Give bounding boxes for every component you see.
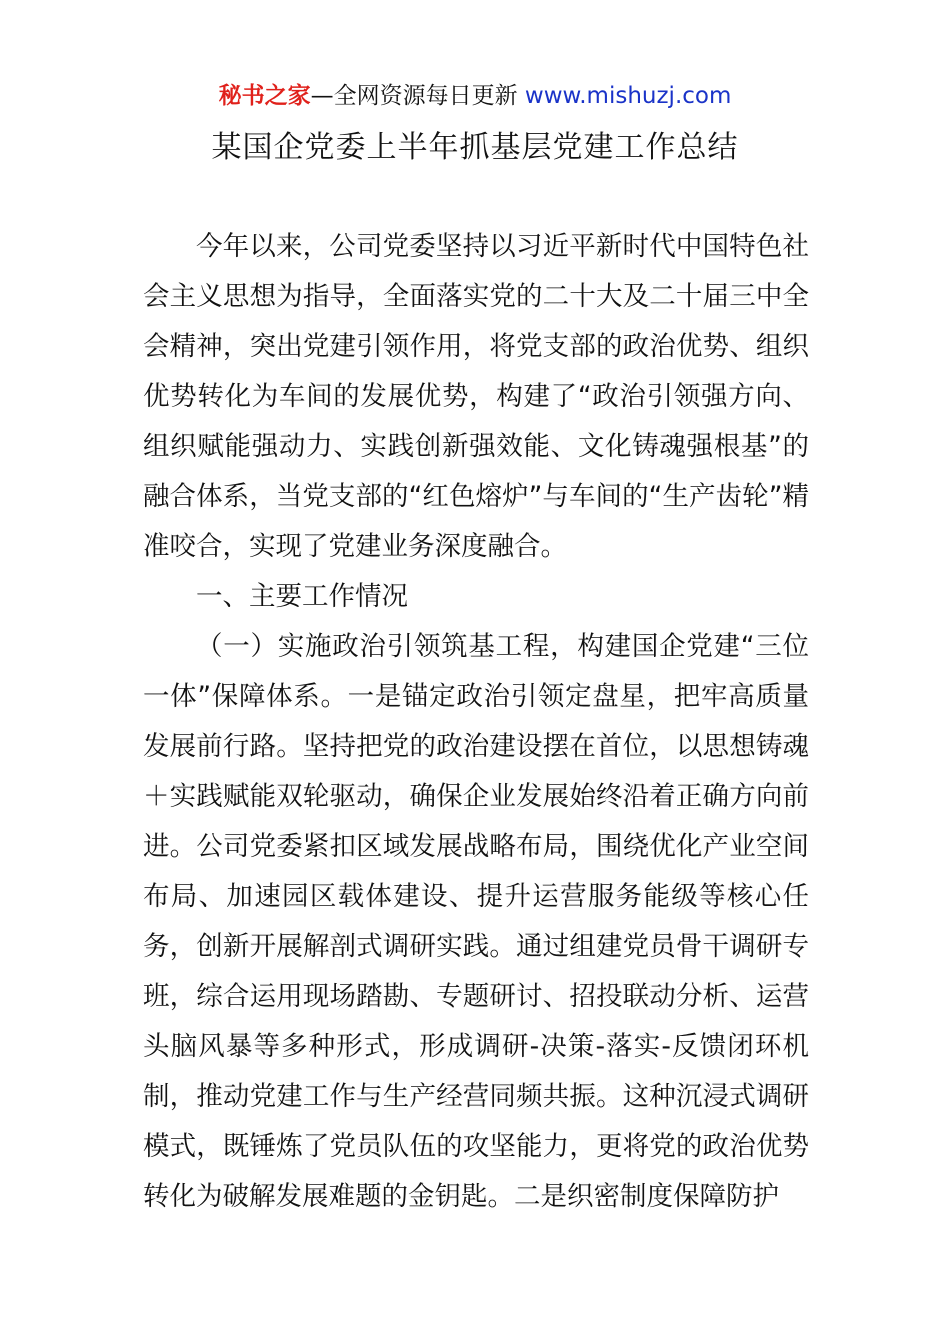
body-paragraph: （一）实施政治引领筑基工程，构建国企党建“三位一体”保障体系。一是锚定政治引领定盘星，把牢高质量发展前行路。坚持把党的政治建设摆在首位，以思想铸魂＋实践赋能双轮驱动，确保企业发展始终沿着正确方向前进。公司党委紧扣区域发展战略布局，围绕优化产业空间布局、加速园区载体建设、提升运营服务能级等核心任务，创新开展解剖式调研实践。通过组建党员骨干调研专班，综合运用现场踏勘、专题研讨、招投联动分析、运营头脑风暴等多种形式，形成调研-决策-落实-反馈闭环机制，推动党建工作与生产经营同频共振。这种沉浸式调研模式，既锤炼了党员队伍的攻坚能力，更将党的政治优势转化为破解发展难题的金钥匙。二是织密制度保障防护 <box>143 631 809 1212</box>
header-tagline: —全网资源每日更新 <box>310 83 518 109</box>
document-body <box>143 222 809 1222</box>
site-url[interactable]: www.mishuzj.com <box>524 83 732 109</box>
section-heading: 一、主要工作情况 <box>196 581 408 612</box>
brand-name: 秘书之家 <box>218 83 311 109</box>
document-title: 某国企党委上半年抓基层党建工作总结 <box>211 130 739 165</box>
intro-paragraph: 今年以来，公司党委坚持以习近平新时代中国特色社会主义思想为指导，全面落实党的二十大及二十届三中全会精神，突出党建引领作用，将党支部的政治优势、组织优势转化为车间的发展优势，构建了“政治引领强方向、组织赋能强动力、实践创新强效能、文化铸魂强根基”的融合体系，当党支部的“红色熔炉”与车间的“生产齿轮”精准咬合，实现了党建业务深度融合。 <box>143 231 809 562</box>
site-header <box>0 80 950 112</box>
